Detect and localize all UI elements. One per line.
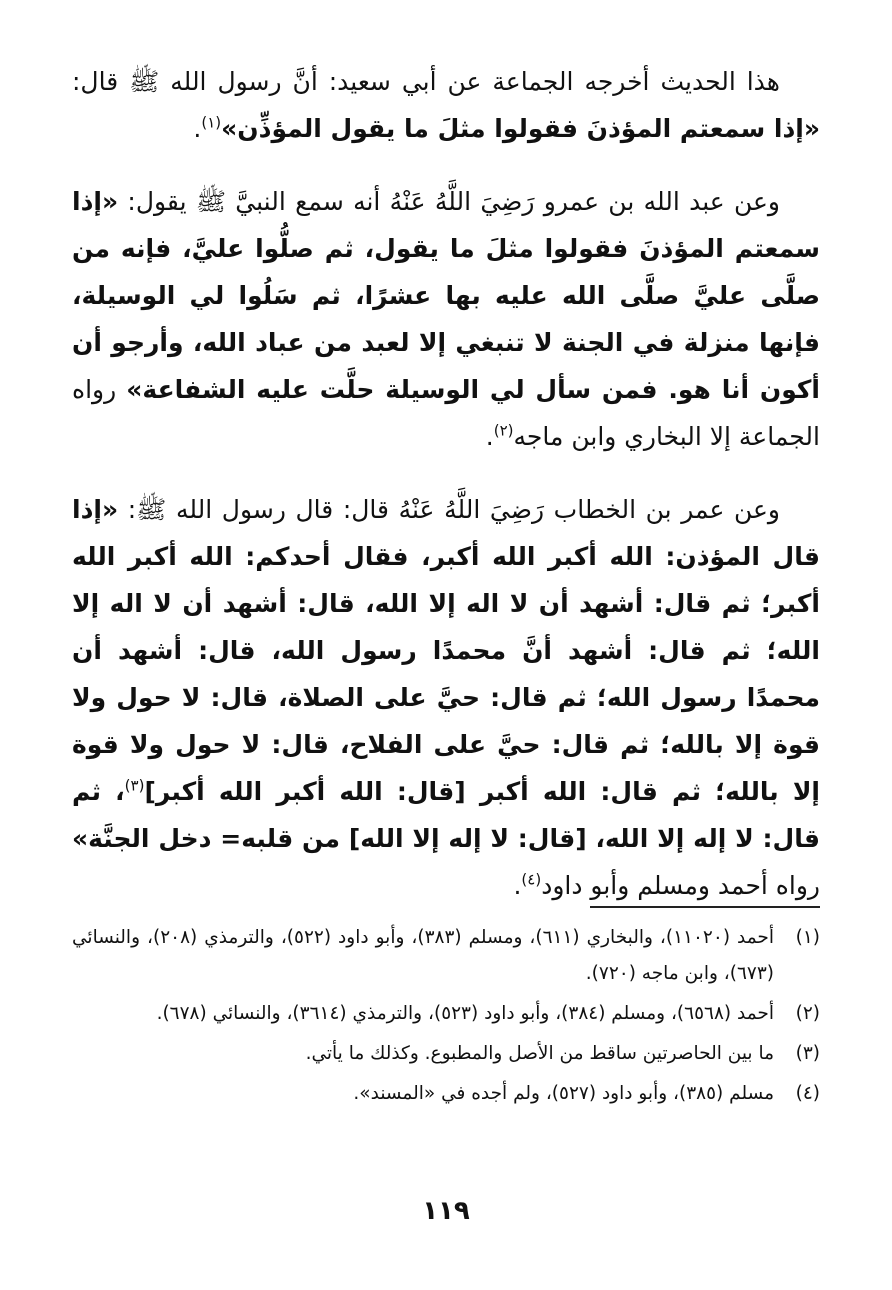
paragraph-3-intro: وعن عمر بن الخطاب رَضِيَ اللَّهُ عَنْهُ قال: قال رسول الله ﷺ: [127,495,780,524]
footnote-1 [72,920,820,992]
footnote-3-number: (٣) [795,1043,820,1064]
footnote-3-text: ما بين الحاصرتين ساقط من الأصل والمطبوع. وكذلك ما يأتي. [305,1043,774,1064]
footnote-4 [72,1076,820,1112]
footnote-ref-4[interactable]: (٤) [521,870,542,889]
paragraph-1-hadith: «إذا سمعتم المؤذنَ فقولوا مثلَ ما يقول المؤذِّن» [221,114,820,143]
footnote-separator [590,906,820,908]
footnotes [72,920,820,1116]
paragraph-2-intro: وعن عبد الله بن عمرو رَضِيَ اللَّهُ عَنْهُ أنه سمع النبيَّ ﷺ يقول: [127,187,780,216]
footnote-1-number: (١) [795,927,821,948]
paragraph-2-hadith: «إذا سمعتم المؤذنَ فقولوا مثلَ ما يقول، ثم صلُّوا عليَّ، فإنه من صلَّى عليَّ صلَّى الله عليه بها عشرًا، ثم سَلُوا لي الوسيلة، فإنها منزلة في الجنة لا تنبغي إلا لعبد من عباد الله، وأرجو أن أكون أنا هو. فمن سأل لي الوسيلة حلَّت عليه الشفاعة» [72,187,820,404]
paragraph-1-end: . [193,114,202,143]
footnote-2 [72,996,820,1032]
paragraph-1-intro: هذا الحديث أخرجه الجماعة عن أبي سعيد: أنَّ رسول الله ﷺ قال: [72,67,780,96]
paragraph-3-source: رواه أحمد ومسلم وأبو داود [541,871,820,900]
footnote-ref-2[interactable]: (٢) [493,421,514,440]
paragraph-2 [72,178,820,460]
paragraph-1 [72,58,820,152]
main-text [72,58,820,935]
footnote-2-text: أحمد (٦٥٦٨)، ومسلم (٣٨٤)، وأبو داود (٥٢٣)، والترمذي (٣٦١٤)، والنسائي (٦٧٨). [156,1003,774,1024]
paragraph-3 [72,486,820,909]
footnote-4-text: مسلم (٣٨٥)، وأبو داود (٥٢٧)، ولم أجده في «المسند». [353,1083,774,1104]
footnote-ref-1[interactable]: (١) [201,113,222,132]
paragraph-3-hadith-part-1: «إذا قال المؤذن: الله أكبر الله أكبر، فقال أحدكم: الله أكبر الله أكبر؛ ثم قال: أشهد أن لا اله إلا الله، قال: أشهد أن لا اله إلا الله؛ ثم قال: أشهد أنَّ محمدًا رسول الله، قال: أشهد أن محمدًا رسول الله؛ ثم قال: حيَّ على الصلاة، قال: لا حول ولا قوة إلا بالله؛ ثم قال: حيَّ على الفلاح، قال: لا حول ولا قوة إلا بالله؛ ثم قال: الله أكبر [قال: الله أكبر الله أكبر] [72,495,820,806]
footnote-ref-3[interactable]: (٣) [124,776,145,795]
footnote-4-number: (٤) [795,1083,820,1104]
paragraph-2-source: رواه الجماعة إلا البخاري وابن ماجه [72,375,820,451]
footnote-1-text: أحمد (١١٠٢٠)، والبخاري (٦١١)، ومسلم (٣٨٣)، وأبو داود (٥٢٢)، والترمذي (٢٠٨)، والنسائي (٦٧٣)، وابن ماجه (٧٢٠). [72,927,775,984]
paragraph-3-end: . [513,871,522,900]
footnote-3 [72,1036,820,1072]
paragraph-2-end: . [485,422,494,451]
page-number: ١١٩ [422,1196,470,1226]
paragraph-3-hadith-part-2: ، ثم قال: لا إله إلا الله، [قال: لا إله إلا الله] من قلبه= دخل الجنَّة» [72,777,820,853]
footnote-2-number: (٢) [795,1003,820,1024]
